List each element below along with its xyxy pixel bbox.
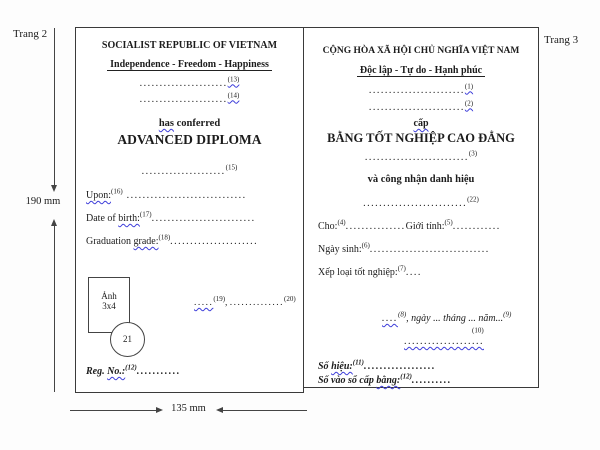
footnote-7: (7) xyxy=(397,264,406,273)
vietnamese-motto: Độc lập - Tự do - Hạnh phúc xyxy=(357,65,485,77)
reg-no-line: Reg. No.:$^{(12)}$........... xyxy=(86,363,181,377)
danh-hieu-text: và công nhận danh hiệu xyxy=(367,174,475,185)
english-motto: Independence - Freedom - Happiness xyxy=(107,59,272,71)
width-dimension-label: 135 mm xyxy=(171,403,206,414)
width-dimension-line-right xyxy=(222,410,307,411)
footnote-2: (2) xyxy=(464,99,474,108)
upon-line: Upon:$^{(16)}$ .............................. xyxy=(86,187,247,201)
footnote-15: (15) xyxy=(225,163,238,172)
footnote-12-vn: (12) xyxy=(400,372,412,381)
footnote-19: (19) xyxy=(213,294,226,303)
graduation-grade-line: Graduation grade:$^{(18)}$...................... xyxy=(86,233,259,247)
arrow-down-icon xyxy=(51,185,57,192)
footnote-13: (13) xyxy=(227,75,240,84)
blank-line-1: ........................$^{(1)}$ xyxy=(368,82,474,96)
page-2-label: Trang 2 xyxy=(13,28,48,40)
footnote-12-en: (12) xyxy=(125,363,137,372)
english-national-header: SOCIALIST REPUBLIC OF VIETNAM xyxy=(101,40,278,51)
footnote-17: (17) xyxy=(139,210,152,219)
cap-text: cấp xyxy=(413,118,429,129)
height-dimension-line-bottom xyxy=(54,225,55,392)
so-hieu-line: Số hiệu:$^{(11)}$.................. xyxy=(318,358,437,372)
footnote-8: (8) xyxy=(398,310,407,319)
blank-line-13: ......................$^{(13)}$ xyxy=(139,75,240,89)
footnote-6: (6) xyxy=(361,241,370,250)
footnote-10: (10) xyxy=(472,326,484,335)
page-3-label: Trang 3 xyxy=(544,34,579,46)
footnote-18: (18) xyxy=(158,233,171,242)
footnote-5: (5) xyxy=(444,218,453,227)
place-date-line-vietnamese: ....$^{(8)}$, ngày ... tháng ... năm...$^{(9)}$ xyxy=(382,310,512,324)
conferred-text: has conferred xyxy=(158,118,221,129)
seal-position-circle: 21 xyxy=(110,322,145,357)
footnote-14: (14) xyxy=(227,91,240,100)
height-dimension-label: 190 mm xyxy=(25,196,61,207)
signature-name-line: .................... xyxy=(404,336,484,347)
footnote-9: (9) xyxy=(503,310,512,319)
height-dimension-line-top xyxy=(54,28,55,186)
so-vao-so-line: Số vào sổ cấp bằng:$^{(12)}$.......... xyxy=(318,372,452,386)
blank-line-15: .....................$^{(15)}$ xyxy=(141,163,238,177)
width-dimension-line-left xyxy=(70,410,158,411)
photo-label-line2: 3x4 xyxy=(102,301,116,311)
footnote-1: (1) xyxy=(464,82,474,91)
footnote-4: (4) xyxy=(337,218,346,227)
footnote-16: (16) xyxy=(111,187,123,196)
ngay-sinh-line: Ngày sinh:$^{(6)}$.............................. xyxy=(318,241,490,255)
blank-line-14: ......................$^{(14)}$ xyxy=(139,91,240,105)
photo-label-line1: Ảnh xyxy=(101,291,117,301)
page-2-english xyxy=(75,27,304,393)
cho-gioi-tinh-line: Cho:$^{(4)}$...............Giới tính:$^{(5)}$............ xyxy=(318,218,501,232)
date-of-birth-line: Date of birth:$^{(17)}$.......................... xyxy=(86,210,256,224)
footnote-11: (11) xyxy=(352,358,365,367)
blank-line-22: ..........................$^{(22)}$ xyxy=(363,195,479,209)
vietnamese-national-header: CỘNG HÒA XÃ HỘI CHỦ NGHĨA VIỆT NAM xyxy=(322,46,520,56)
diploma-title-vietnamese: BẰNG TỐT NGHIỆP CAO ĐẲNG xyxy=(327,131,515,145)
footnote-3: (3) xyxy=(468,149,478,158)
diploma-title-english: ADVANCED DIPLOMA xyxy=(117,132,262,147)
blank-line-2: ........................$^{(2)}$ xyxy=(368,99,474,113)
page-3-vietnamese xyxy=(303,27,539,388)
blank-line-3: ..........................$^{(3)}$ xyxy=(364,149,478,163)
footnote-22: (22) xyxy=(467,195,479,204)
footnote-20: (20) xyxy=(284,294,296,303)
xep-loai-line: Xếp loại tốt nghiệp:$^{(7)}$.... xyxy=(318,264,422,278)
place-date-line-english: .....$^{(19)}$, ..............$^{(20)}$ xyxy=(194,294,296,308)
